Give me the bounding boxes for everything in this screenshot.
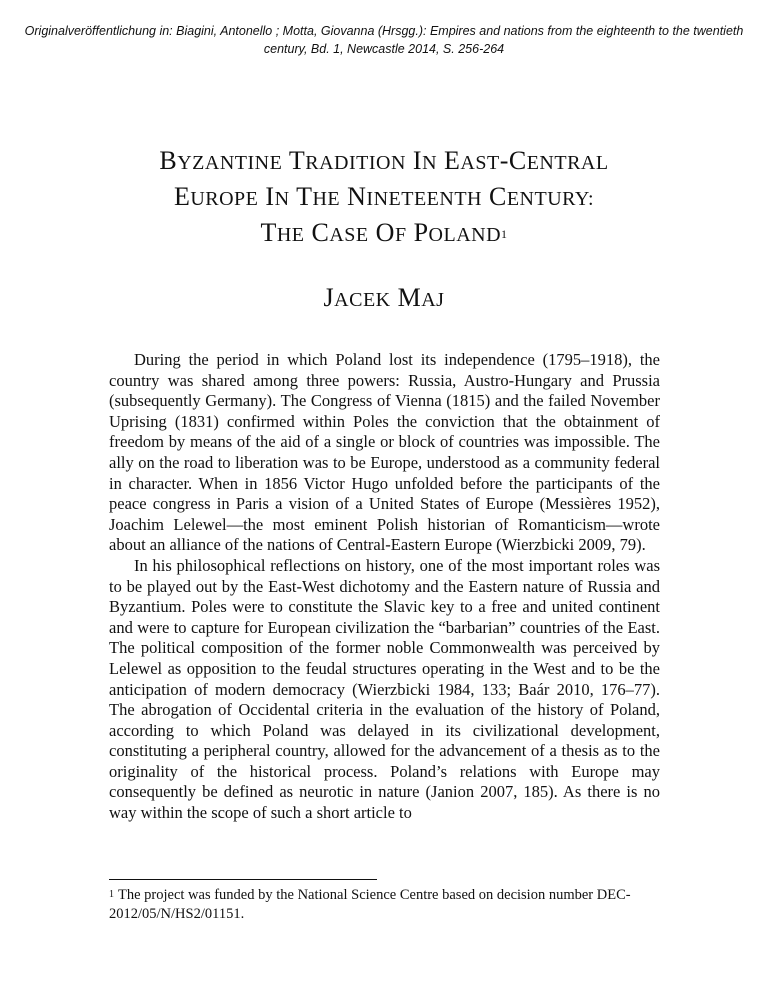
footnote-divider [109,879,377,880]
footnote-mark: 1 [109,889,114,900]
article-body [109,350,660,824]
author-name: JACEK MAJ [323,283,445,312]
title-line-1: BYZANTINE TRADITION IN EAST-CENTRAL [159,146,609,175]
publication-note: Originalveröffentlichung in: Biagini, Antonello ; Motta, Giovanna (Hrsgg.): Empires and nations from the eighteenth to the twentieth century, Bd. 1, Newcastle 2014, S. 256-264 [24,24,744,56]
article-title [60,144,708,252]
title-line-2: EUROPE IN THE NINETEENTH CENTURY: [173,182,595,211]
paragraph-2: In his philosophical reflections on history, one of the most important roles was to be played out by the East-West dichotomy and the Eastern nature of Russia and Byzantium. Poles were to constitute the Slavic key to a free and united continent and were to capture for European civilization the “barbarian” countries of the East. The political composition of the former noble Commonwealth was perceived by Lelewel as opposition to the feudal structures operating in the West and to be the anticipation of modern democracy (Wierzbicki 1984, 133; Baár 2010, 176–77). The abrogation of Occidental criteria in the evaluation of the history of Poland, according to which Poland was delayed in its civilizational development, constituting a peripheral country, allowed for the advancement of a thesis as to the originality of the historical process. Poland’s relations with Europe may consequently be defined as neurotic in nature (Janion 2007, 185). As there is no way within the scope of such a short article to [109,555,660,823]
title-footnote-mark[interactable]: 1 [501,227,508,241]
footnote-text: The project was funded by the National Science Centre based on decision number DEC-2012/05/N/HS2/01151. [109,887,631,922]
title-line-3-text: THE CASE OF POLAND [260,218,502,247]
title-line-3 [60,216,708,252]
paragraph-1: During the period in which Poland lost its independence (1795–1918), the country was shared among three powers: Russia, Austro-Hungary and Prussia (subsequently Germany). The Congress of Vienna (1815) and the failed November Uprising (1831) confirmed within Poles the conviction that the obtainment of freedom by means of the aid of a single or block of countries was impossible. The ally on the road to liberation was to be Europe, understood as a community federal in character. When in 1856 Victor Hugo unfolded before the participants of the peace congress in Paris a vision of a United States of Europe (Messières 1952), Joachim Lelewel—the most eminent Polish historian of Romanticism—wrote about an alliance of the nations of Central-Eastern Europe (Wierzbicki 2009, 79). [109,350,660,555]
footnote [109,886,660,924]
